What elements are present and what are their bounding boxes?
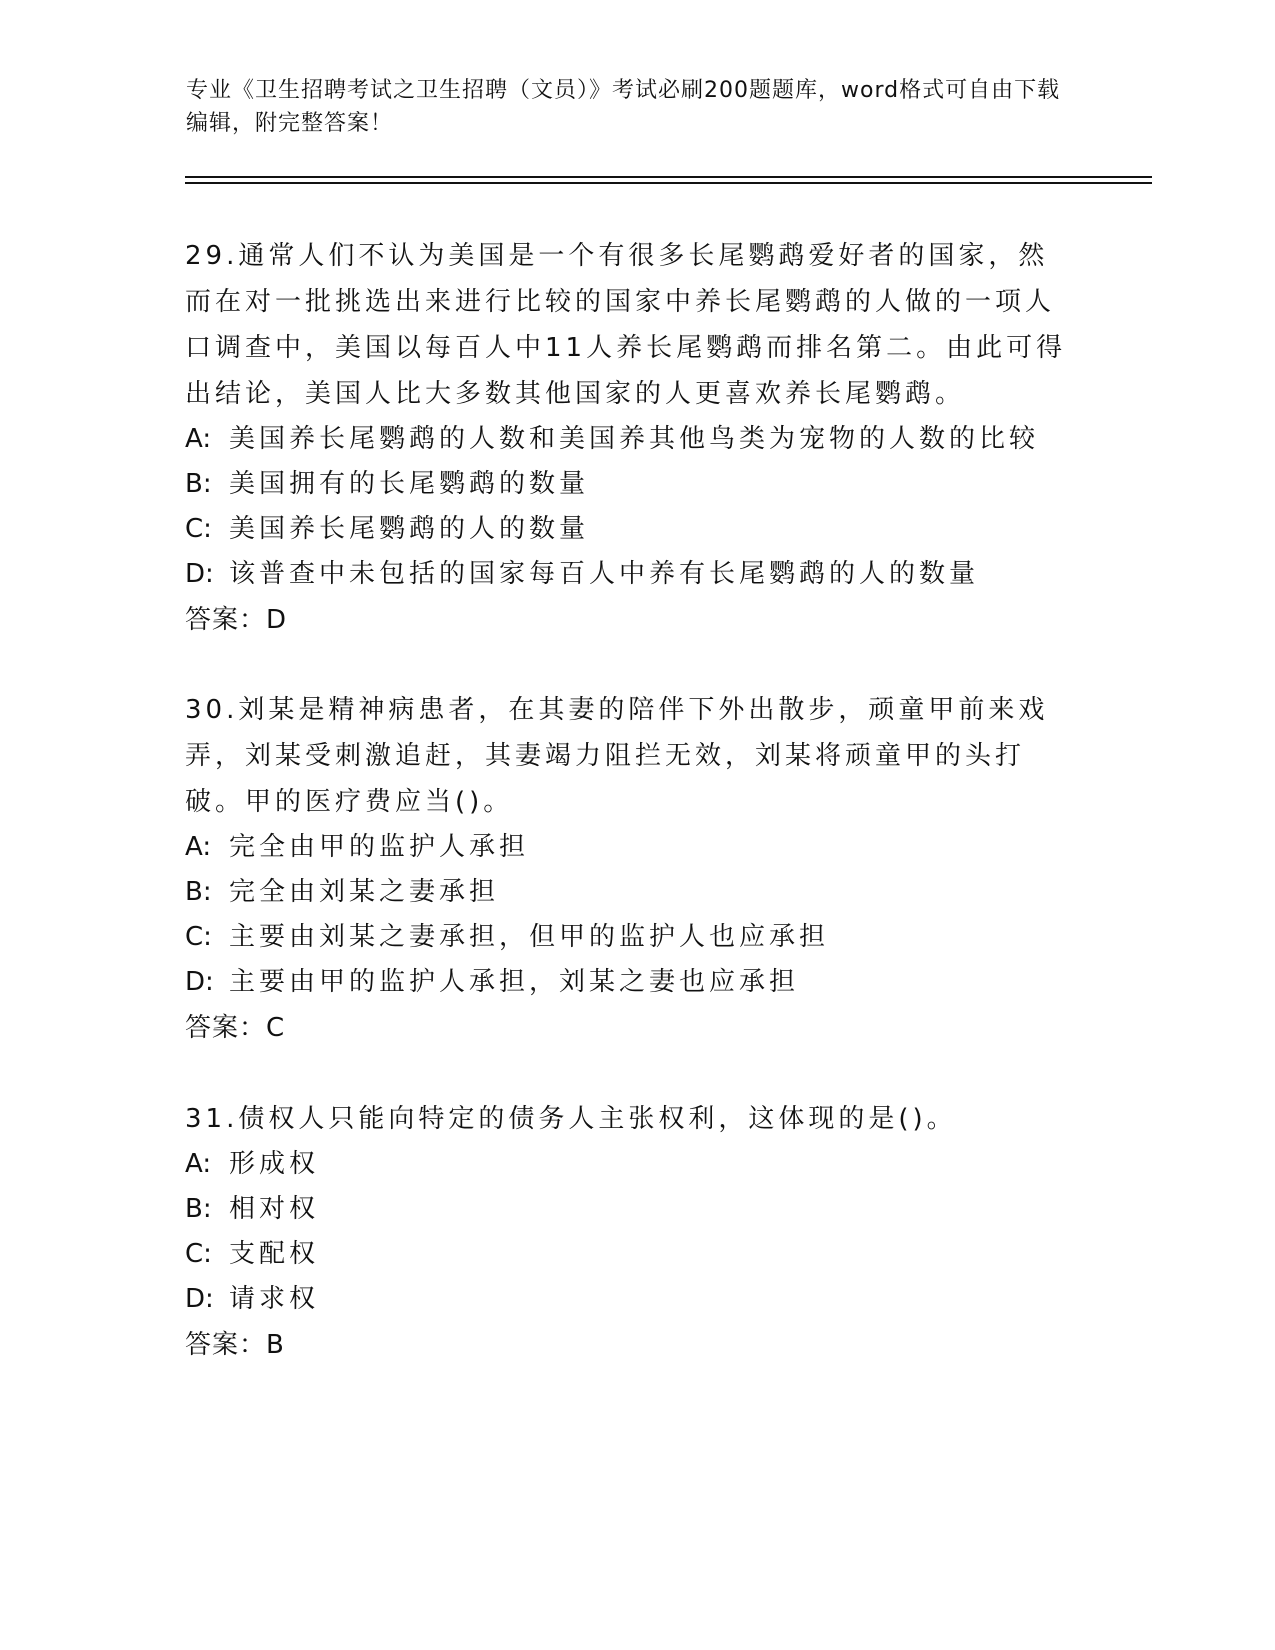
option-text: 完全由甲的监护人承担 bbox=[229, 832, 530, 862]
option-text: 请求权 bbox=[229, 1284, 320, 1314]
option-text: 美国养长尾鹦鹉的人的数量 bbox=[229, 514, 590, 544]
answer: 答案：C bbox=[185, 1013, 286, 1043]
option-c bbox=[185, 1232, 1075, 1277]
header-divider bbox=[185, 176, 1152, 178]
option-b bbox=[185, 1187, 1075, 1232]
option-key: D: bbox=[185, 1284, 214, 1314]
option-a bbox=[185, 825, 1075, 870]
answer: 答案：B bbox=[185, 1330, 285, 1360]
question-stem: 30.刘某是精神病患者，在其妻的陪伴下外出散步，顽童甲前来戏弄，刘某受刺激追赶，其妻竭力阻拦无效，刘某将顽童甲的头打破。甲的医疗费应当()。 bbox=[185, 695, 1049, 817]
option-key: A: bbox=[185, 1149, 212, 1179]
question-stem: 29.通常人们不认为美国是一个有很多长尾鹦鹉爱好者的国家，然而在对一批挑选出来进行比较的国家中养长尾鹦鹉的人做的一项人口调查中，美国以每百人中11人养长尾鹦鹉而排名第二。由此可得出结论，美国人比大多数其他国家的人更喜欢养长尾鹦鹉。 bbox=[185, 241, 1067, 409]
option-a bbox=[185, 417, 1075, 462]
option-key: C: bbox=[185, 514, 212, 544]
answer: 答案：D bbox=[185, 605, 288, 635]
question-30 bbox=[185, 687, 1075, 1051]
option-key: B: bbox=[185, 1194, 212, 1224]
option-text: 美国养长尾鹦鹉的人数和美国养其他鸟类为宠物的人数的比较 bbox=[229, 424, 1040, 454]
question-stem: 31.债权人只能向特定的债务人主张权利，这体现的是()。 bbox=[185, 1104, 957, 1134]
option-key: B: bbox=[185, 877, 212, 907]
option-text: 该普查中未包括的国家每百人中养有长尾鹦鹉的人的数量 bbox=[229, 559, 980, 589]
question-31 bbox=[185, 1096, 1075, 1368]
option-key: C: bbox=[185, 1239, 212, 1269]
question-29 bbox=[185, 233, 1075, 643]
option-text: 主要由刘某之妻承担，但甲的监护人也应承担 bbox=[229, 922, 830, 952]
option-text: 完全由刘某之妻承担 bbox=[229, 877, 500, 907]
option-b bbox=[185, 462, 1075, 507]
option-key: A: bbox=[185, 424, 212, 454]
option-key: D: bbox=[185, 559, 214, 589]
option-d bbox=[185, 1277, 1075, 1322]
option-a bbox=[185, 1142, 1075, 1187]
option-text: 形成权 bbox=[229, 1149, 320, 1179]
option-key: D: bbox=[185, 967, 214, 997]
header-divider bbox=[185, 182, 1152, 184]
option-text: 相对权 bbox=[229, 1194, 320, 1224]
option-b bbox=[185, 870, 1075, 915]
option-key: B: bbox=[185, 469, 212, 499]
document-header: 专业《卫生招聘考试之卫生招聘（文员）》考试必刷200题题库，word格式可自由下载编辑，附完整答案！ bbox=[186, 78, 1061, 136]
option-key: A: bbox=[185, 832, 212, 862]
option-d bbox=[185, 552, 1075, 597]
option-c bbox=[185, 507, 1075, 552]
option-d bbox=[185, 960, 1075, 1005]
option-key: C: bbox=[185, 922, 212, 952]
option-text: 支配权 bbox=[229, 1239, 320, 1269]
option-text: 美国拥有的长尾鹦鹉的数量 bbox=[229, 469, 590, 499]
option-c bbox=[185, 915, 1075, 960]
option-text: 主要由甲的监护人承担，刘某之妻也应承担 bbox=[229, 967, 800, 997]
